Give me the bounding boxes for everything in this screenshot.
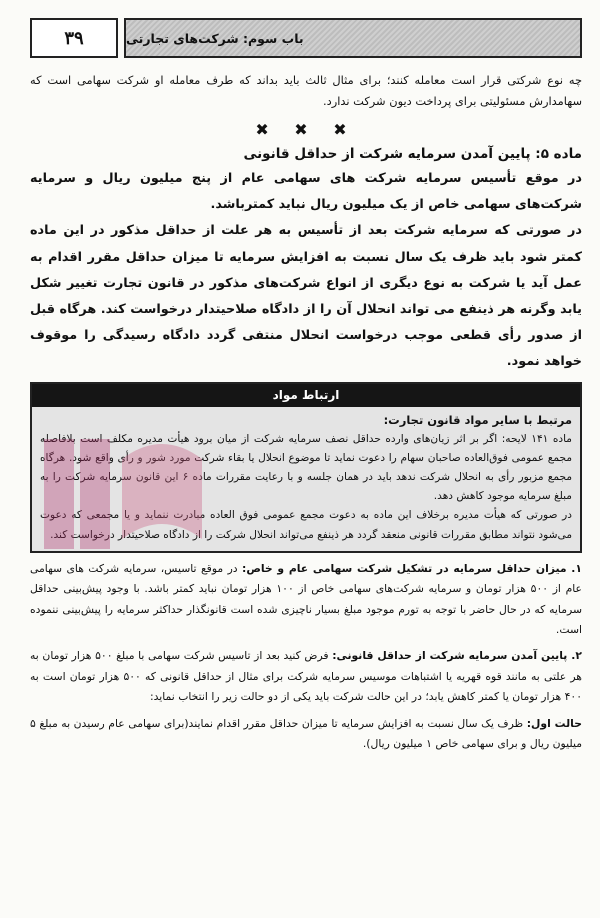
note-2-label: ۲. پایین آمدن سرمایه شرکت از حداقل قانونی: bbox=[332, 649, 582, 663]
intro-paragraph: چه نوع شرکتی قرار است معامله کنند؛ برای مثال ثالث باید بداند که طرف معامله او شرکت سهامی است که سهامدارش مسئولیتی برای پرداخت دیون شرکت ندارد. bbox=[30, 73, 582, 108]
note-1-label: ۱. میزان حداقل سرمایه در تشکیل شرکت سهامی عام و خاص: bbox=[242, 561, 582, 575]
page-number: ۳۹ bbox=[30, 18, 118, 58]
section-separator: ✖ ✖ ✖ bbox=[255, 120, 357, 139]
chapter-title: باب سوم: شرکت‌های تجارتی bbox=[124, 18, 582, 58]
article-paragraph-1: در موقع تأسیس سرمایه شرکت های سهامی عام از پنج میلیون ریال و سرمایه شرکت‌های سهامی خاص از یک میلیون ریال نباید کمترباشد. bbox=[30, 171, 582, 213]
related-article-141-cont: در صورتی که هیأت مدیره برخلاف این ماده به دعوت مجمع عمومی فوق العاده مبادرت ننماید و یا مجمعی که دعوت می‌شود نتواند مطابق مقررات قانونی منعقد گردد هر ذینفع می‌تواند انحلال شرکت را از دادگاه صلاحیتدار درخواست کند. bbox=[40, 509, 572, 541]
note-3 bbox=[30, 714, 582, 755]
note-1-text: در موقع تاسیس، سرمایه شرکت های سهامی عام از ۵۰۰ هزار تومان و سرمایه شرکت‌های سهامی خاص از ۱۰۰ هزار تومان نباید کمتر باشد. با وجود پیش‌بینی حداقل سرمایه که در حال حاضر با توجه به تورم موجود مبلغ بسیار ناچیزی شده است قانونگذار حداکثر سرمایه را پیش‌بینی ننموده است. bbox=[30, 561, 582, 637]
related-articles-box bbox=[30, 382, 582, 553]
page-header bbox=[30, 18, 582, 58]
article-title: ماده ۵: پایین آمدن سرمایه شرکت از حداقل قانونی bbox=[243, 146, 582, 162]
related-articles-heading: ارتباط مواد bbox=[32, 384, 580, 407]
related-articles-subheading: مرتبط با سایر مواد قانون تجارت: bbox=[383, 412, 572, 427]
related-article-141: ماده ۱۴۱ لایحه: اگر بر اثر زیان‌های وارده حداقل نصف سرمایه شرکت از میان برود هیأت مدیره مکلف است بلافاصله مجمع عمومی فوق‌العاده صاحبان سهام را دعوت نماید تا موضوع انحلال یا بقاء شرکت مورد شور و رأی واقع شود. هرگاه مجمع مزبور رأی به انحلال شرکت ندهد باید در همان جلسه و با رعایت مقررات ماده ۶ این قانون سرمایه شرکت را به مبلغ سرمایه موجود کاهش دهد. bbox=[40, 432, 573, 503]
note-3-label: حالت اول: bbox=[526, 716, 582, 730]
article-paragraph-2: در صورتی که سرمایه شرکت بعد از تأسیس به هر علت از حداقل مذکور در این ماده کمتر شود باید ظرف یک سال نسبت به افزایش سرمایه تا میزان حداقل مقرر اقدام به عمل آید یا شرکت به نوع دیگری از انواع شرکت‌های مذکور در قانون تجارت تغییر شکل یابد وگرنه هر ذینفع می تواند انحلال آن را از دادگاه صلاحیتدار درخواست کند. هرگاه قبل از صدور رأی قطعی موجب درخواست انحلال منتفی گردد دادگاه رسیدگی را موقوف خواهد نمود. bbox=[30, 223, 582, 370]
note-2 bbox=[30, 646, 582, 707]
note-3-text: ظرف یک سال نسبت به افزایش سرمایه تا میزان حداقل مقرر اقدام نمایند(برای سهامی عام رسیدن به مبلغ ۵ میلیون ریال و برای سهامی خاص ۱ میلیون ریال). bbox=[30, 716, 582, 751]
note-2-text: فرض کنید بعد از تاسیس شرکت سهامی با مبلغ ۵۰۰ هزار تومان به هر علتی به مانند قوه قهریه یا اشتباهات موسیس سرمایه شرکت برای مثال از حداقل قانونی که ۵۰۰ هزار تومان است به ۴۰۰ هزار تومان یا کمتر کاهش یابد؛ در این حالت شرکت باید یکی از دو حالت زیر را انتخاب نماید: bbox=[30, 649, 583, 704]
note-1 bbox=[30, 559, 582, 641]
book-page bbox=[30, 18, 582, 755]
